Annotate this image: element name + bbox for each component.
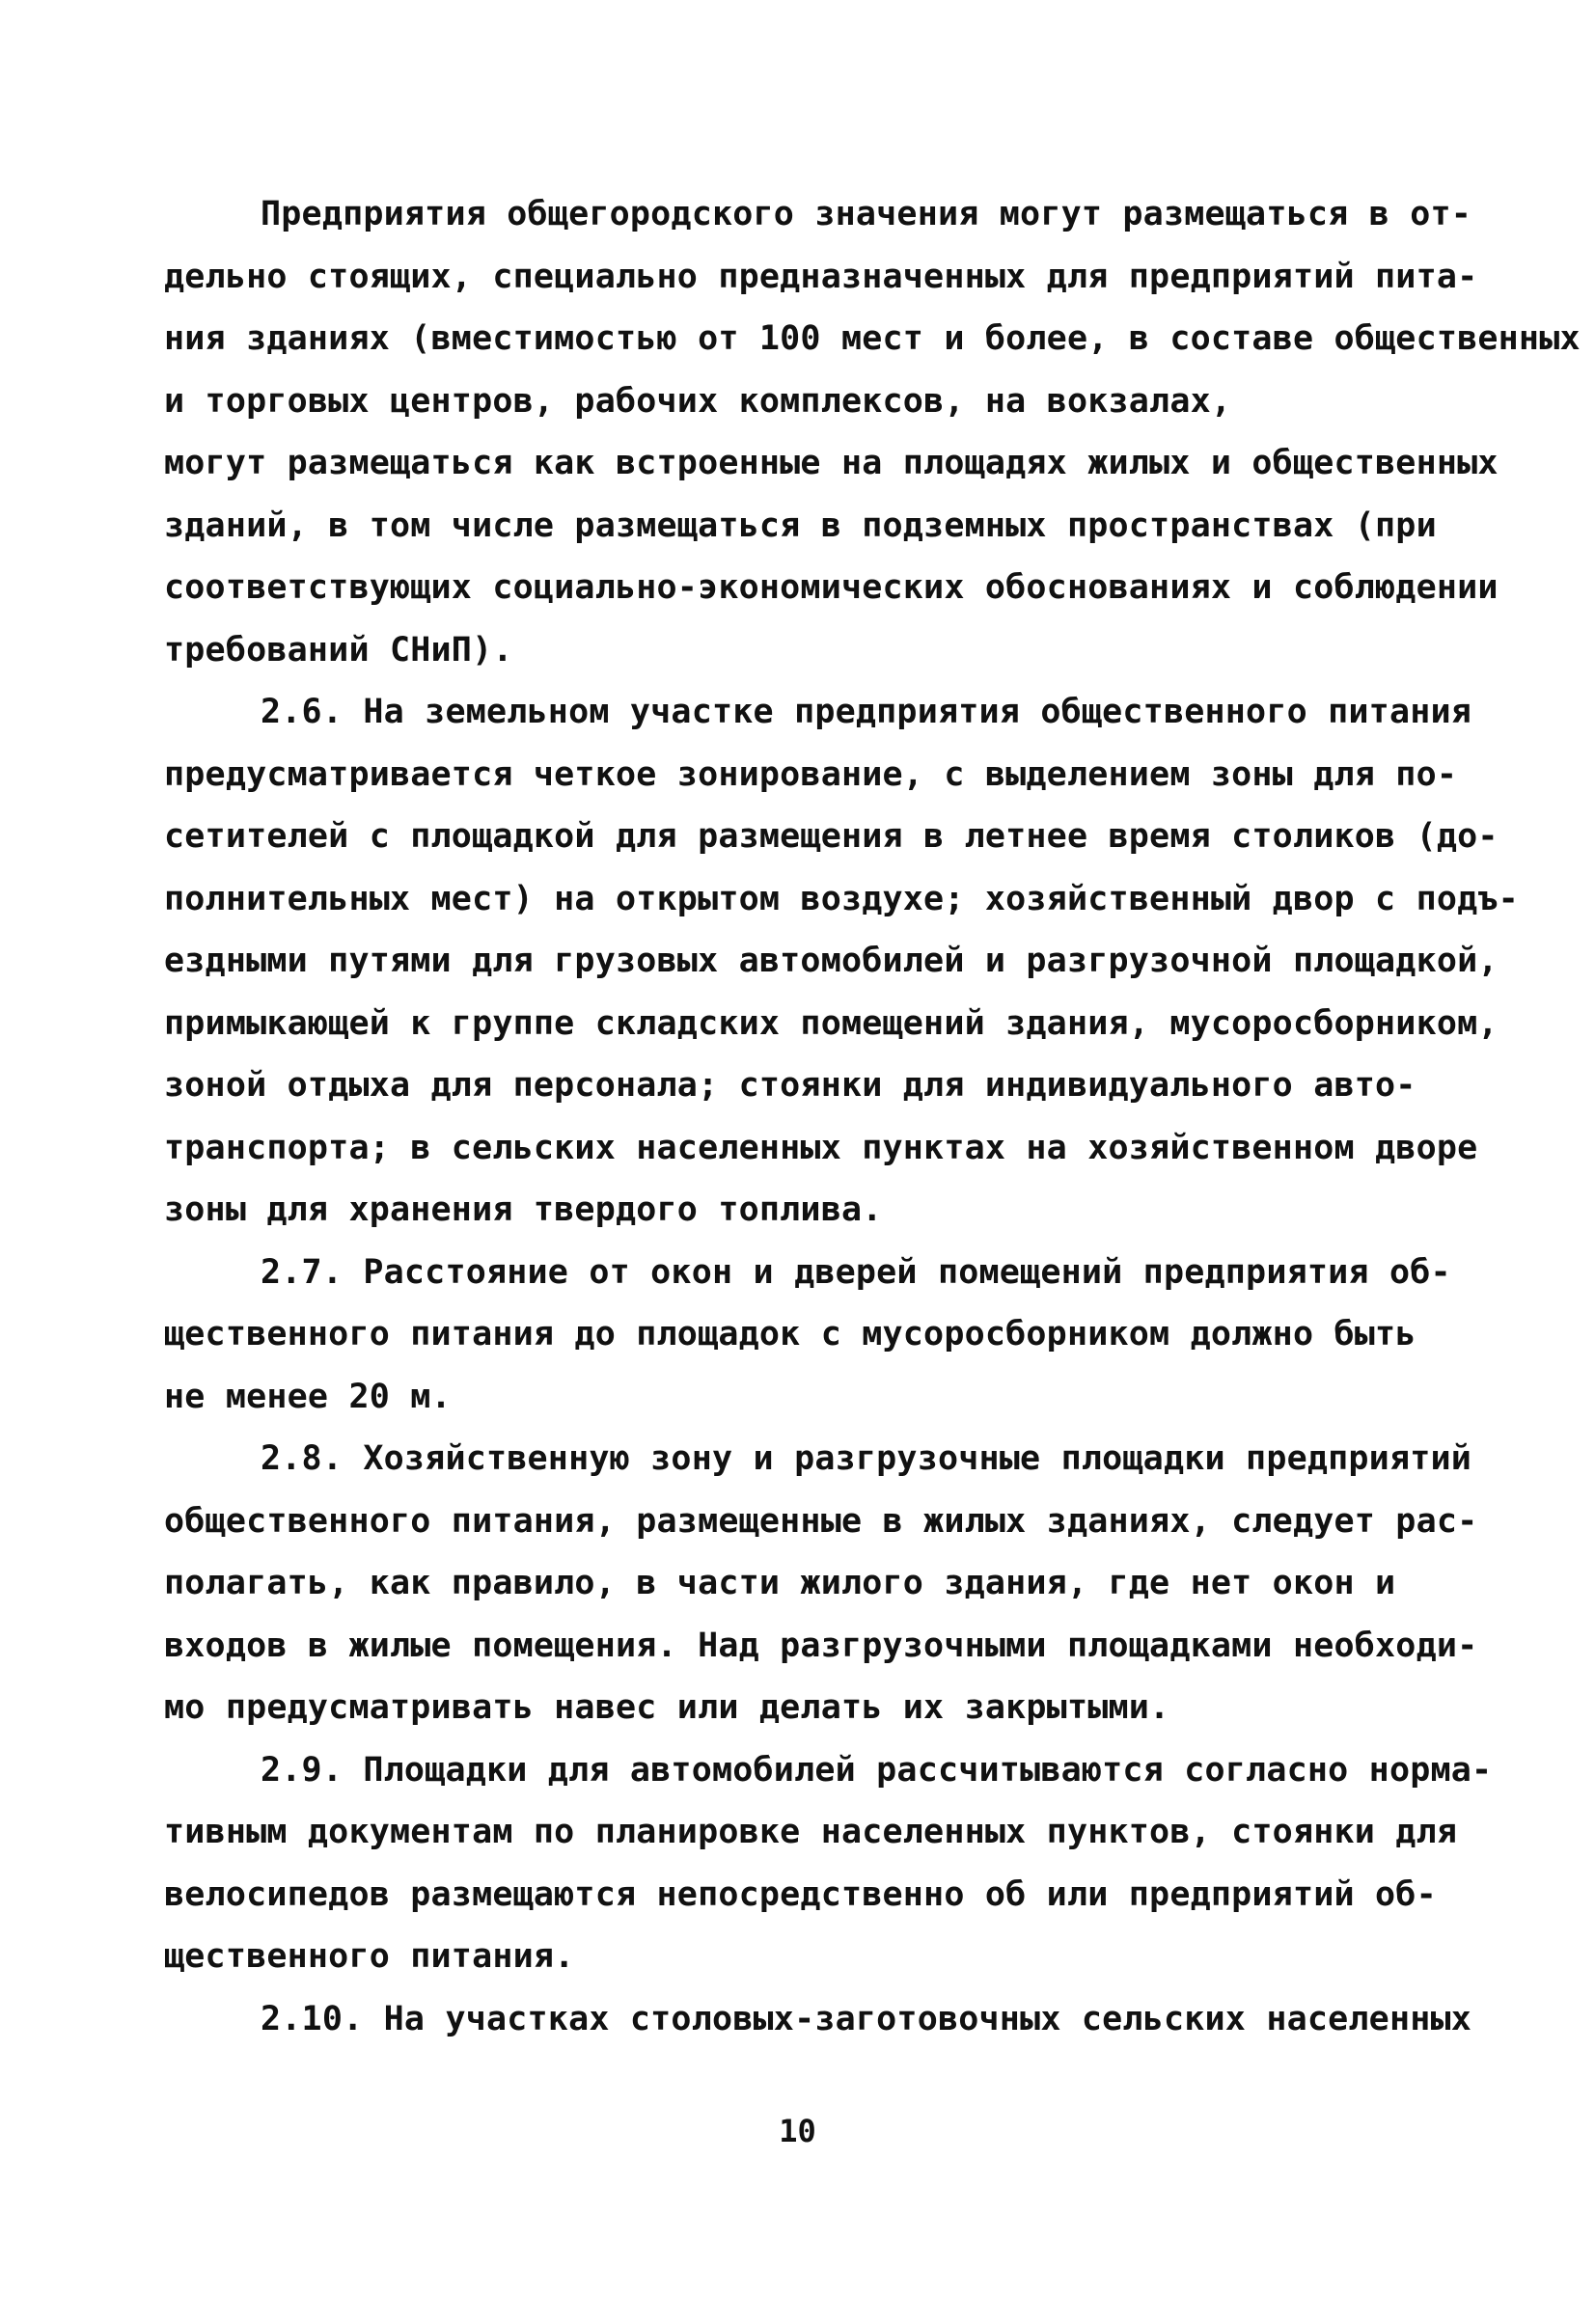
text-line: щественного питания до площадок с мусоросборником должно быть bbox=[164, 1315, 1416, 1353]
text-line: 2.6. На земельном участке предприятия общественного питания bbox=[261, 693, 1472, 731]
text-line: дельно стоящих, специально предназначенных для предприятий пита- bbox=[164, 257, 1478, 296]
text-line: 2.7. Расстояние от окон и дверей помещений предприятия об- bbox=[261, 1252, 1451, 1292]
text-line: тивным документам по планировке населенных пунктов, стоянки для bbox=[164, 1813, 1458, 1851]
text-line: ездными путями для грузовых автомобилей и разгрузочной площадкой, bbox=[164, 942, 1499, 980]
text-line: 2.10. На участках столовых-заготовочных сельских населенных bbox=[261, 1999, 1472, 2038]
text-line: зоной отдыха для персонала; стоянки для индивидуального авто- bbox=[164, 1066, 1416, 1105]
text-line: предусматривается четкое зонирование, с выделением зоны для по- bbox=[164, 754, 1458, 794]
paragraph-2-9 bbox=[164, 1739, 1493, 1988]
paragraph-2-10 bbox=[164, 1988, 1472, 2051]
text-line: входов в жилые помещения. Над разгрузочными площадками необходи- bbox=[164, 1626, 1478, 1665]
body-text bbox=[164, 183, 1581, 2050]
text-line: требований СНиП). bbox=[164, 630, 513, 670]
text-line: ния зданиях (вместимостью от 100 мест и более, в составе общественных bbox=[164, 319, 1581, 358]
text-line: соответствующих социально-экономических обоснованиях и соблюдении bbox=[164, 568, 1499, 607]
text-line: и торговых центров, рабочих комплексов, на вокзалах, bbox=[164, 381, 1232, 421]
text-line: полнительных мест) на открытом воздухе; хозяйственный двор с подъ- bbox=[164, 879, 1519, 918]
text-line: сетителей с площадкой для размещения в летнее время столиков (до- bbox=[164, 817, 1499, 856]
text-line: 2.9. Площадки для автомобилей рассчитываются согласно норма- bbox=[261, 1750, 1493, 1790]
text-line: могут размещаться как встроенные на площадях жилых и общественных bbox=[164, 444, 1499, 482]
text-line: Предприятия общегородского значения могут размещаться в от- bbox=[261, 195, 1472, 233]
text-line: велосипедов размещаются непосредственно об или предприятий об- bbox=[164, 1874, 1437, 1914]
paragraph-intro bbox=[164, 183, 1581, 681]
text-line: зоны для хранения твердого топлива. bbox=[164, 1190, 883, 1229]
text-line: не менее 20 м. bbox=[164, 1377, 452, 1416]
page-number: 10 bbox=[779, 2113, 816, 2149]
text-line: зданий, в том числе размещаться в подземных пространствах (при bbox=[164, 506, 1437, 545]
text-line: 2.8. Хозяйственную зону и разгрузочные площадки предприятий bbox=[261, 1439, 1472, 1478]
paragraph-2-7 bbox=[164, 1242, 1451, 1429]
text-line: примыкающей к группе складских помещений здания, мусоросборником, bbox=[164, 1003, 1499, 1043]
paragraph-2-8 bbox=[164, 1428, 1478, 1739]
text-line: общественного питания, размещенные в жилых зданиях, следует рас- bbox=[164, 1501, 1478, 1541]
text-line: транспорта; в сельских населенных пунктах на хозяйственном дворе bbox=[164, 1128, 1478, 1167]
paragraph-2-6 bbox=[164, 681, 1519, 1242]
text-line: полагать, как правило, в части жилого здания, где нет окон и bbox=[164, 1564, 1396, 1602]
text-line: щественного питания. bbox=[164, 1937, 575, 1976]
text-line: мо предусматривать навес или делать их закрытыми. bbox=[164, 1688, 1170, 1727]
